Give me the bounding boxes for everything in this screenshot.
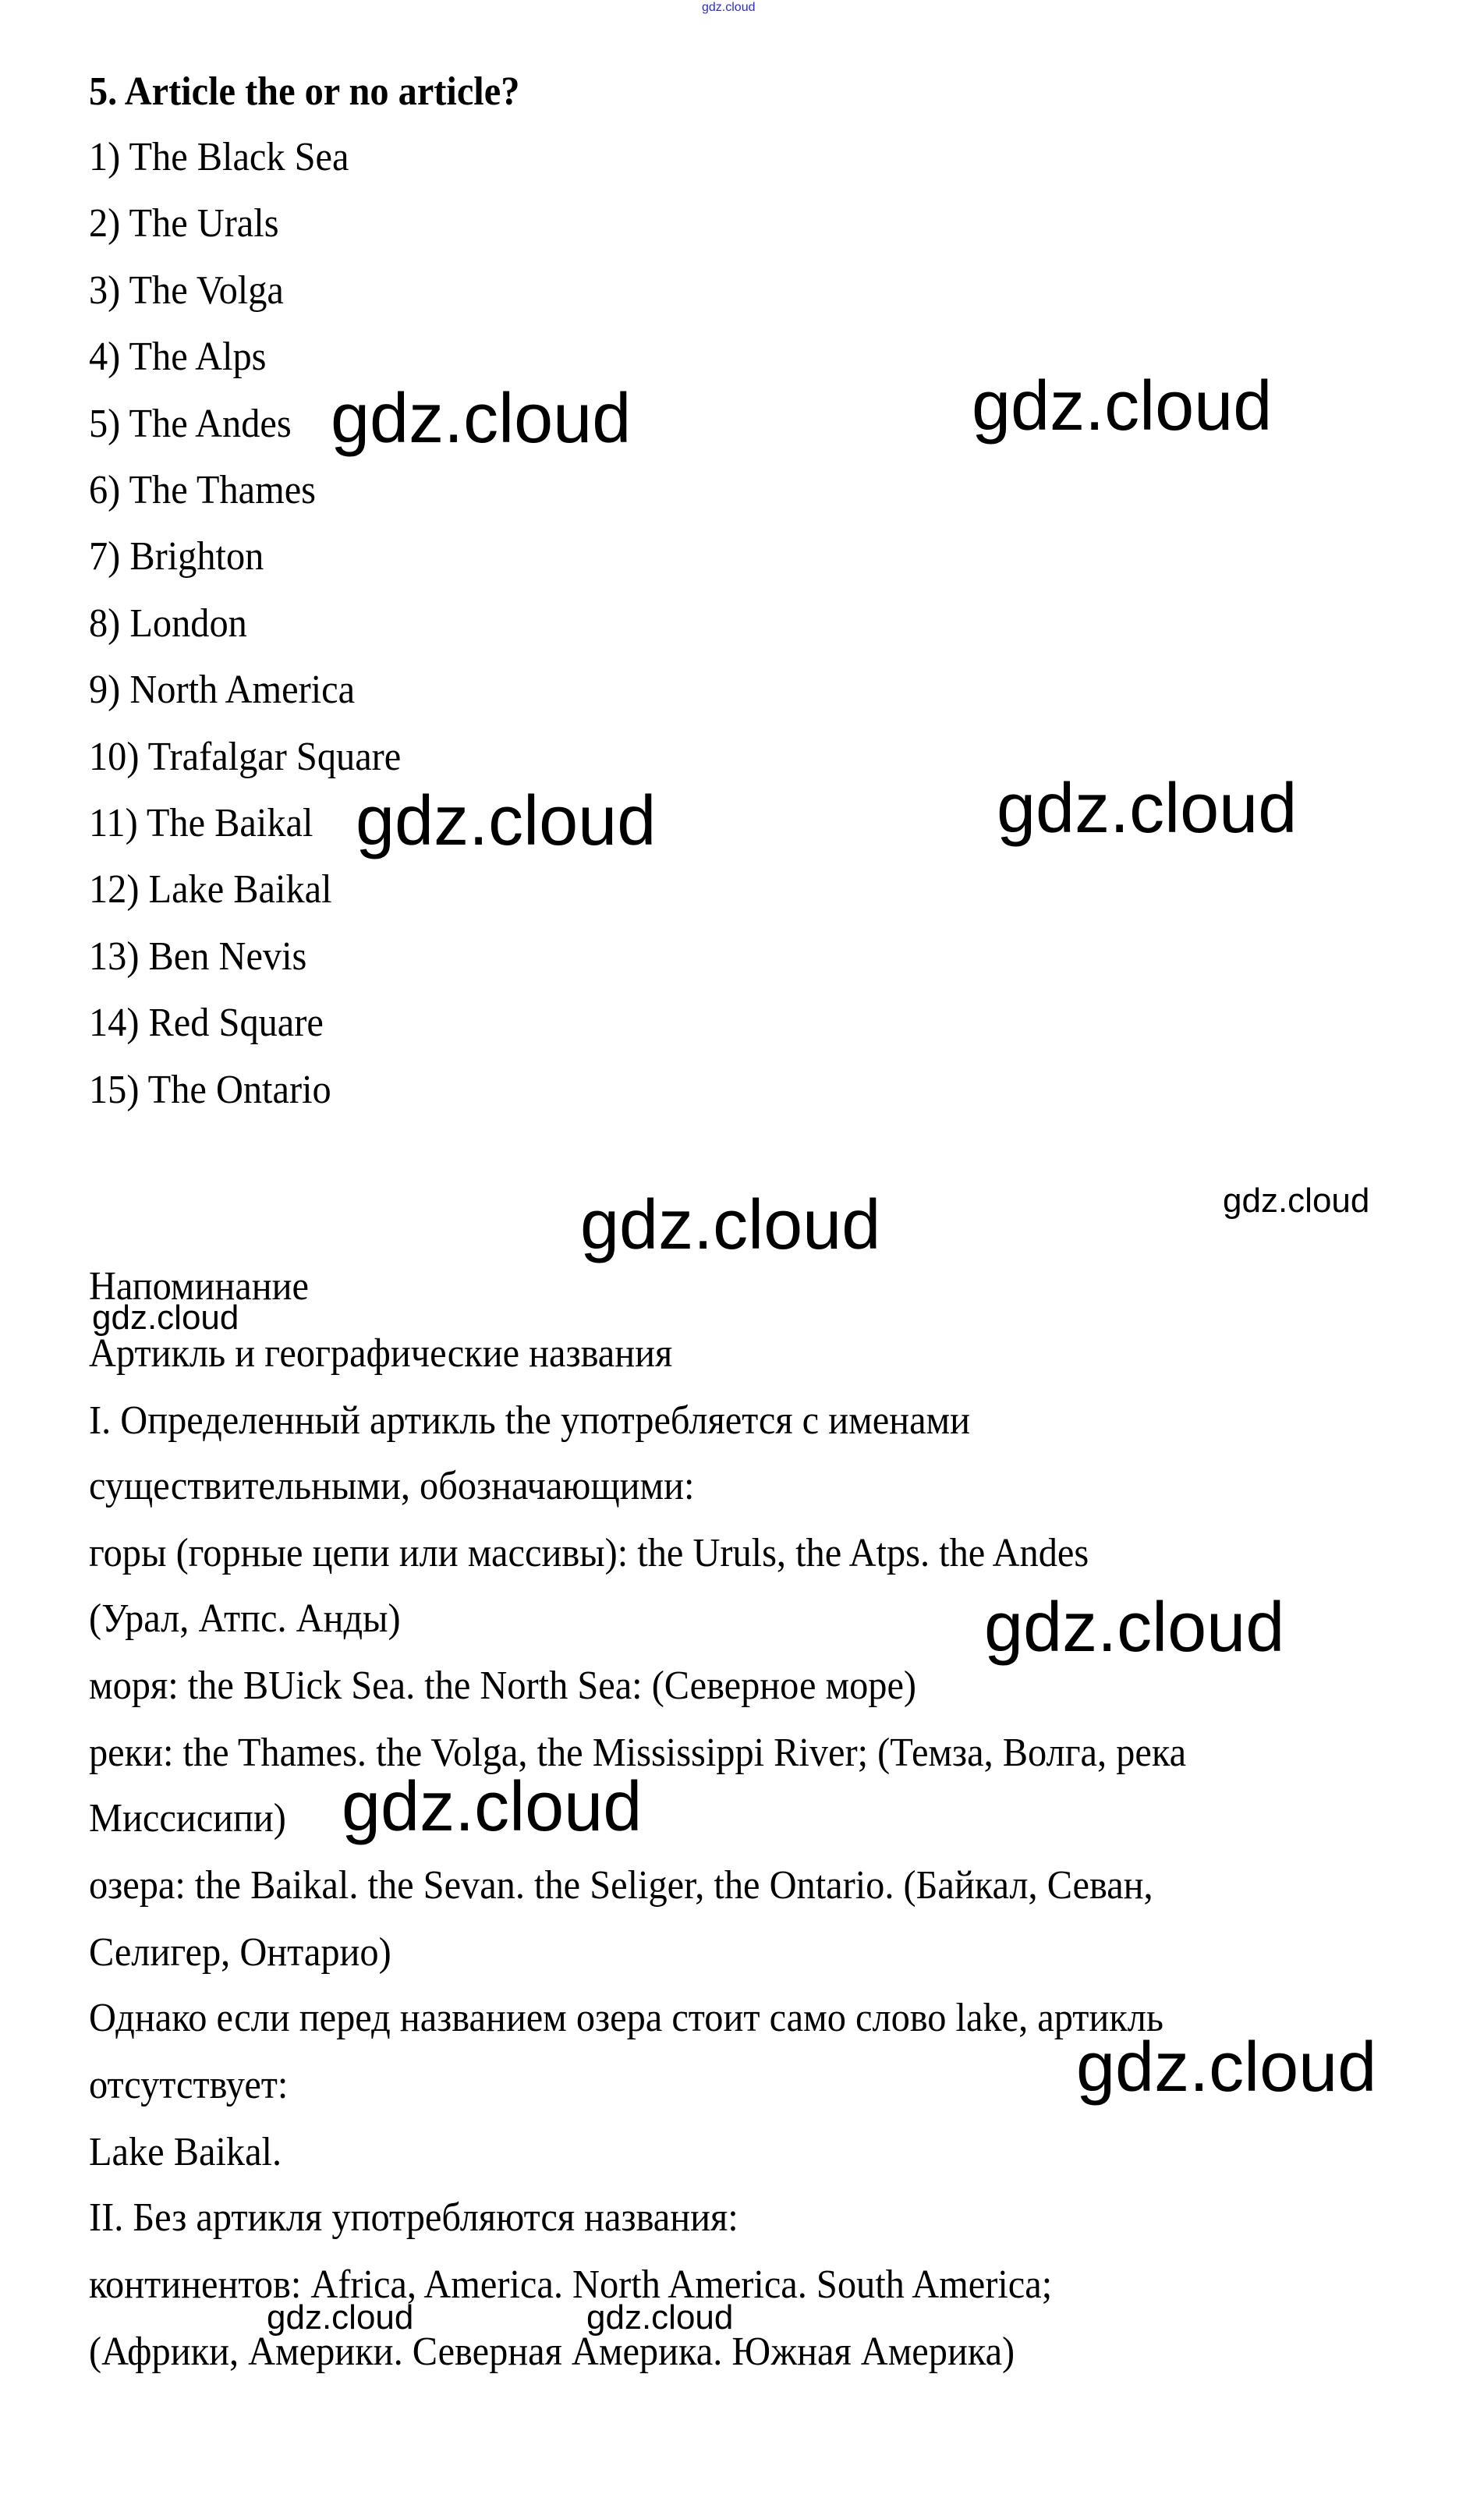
watermark: gdz.cloud — [984, 1589, 1285, 1667]
answer-item: 14) Red Square — [89, 1001, 324, 1046]
answer-item: 15) The Ontario — [89, 1067, 331, 1112]
watermark: gdz.cloud — [586, 2298, 734, 2337]
reminder-line: отсутствует: — [89, 2063, 289, 2107]
reminder-line: моря: the BUick Sea. the North Sea: (Северное море) — [89, 1664, 917, 1708]
watermark: gdz.cloud — [1076, 2029, 1377, 2106]
watermark: gdz.cloud — [580, 1186, 881, 1264]
watermark: gdz.cloud — [331, 380, 632, 458]
answer-item: 8) London — [89, 601, 247, 646]
reminder-line: II. Без артикля употребляются названия: — [89, 2195, 738, 2240]
watermark: gdz.cloud — [997, 770, 1298, 848]
watermark-top: gdz.cloud — [702, 1, 756, 14]
reminder-line: Однако если перед названием озера стоит само слово lake, артикль — [89, 1996, 1163, 2040]
reminder-line: Артикль и географические названия — [89, 1331, 673, 1376]
reminder-line: озера: the Baikal. the Sevan. the Seliger, the Ontario. (Байкал, Севан, — [89, 1863, 1153, 1908]
reminder-line: континентов: Africa, America. North America. South America; — [89, 2262, 1053, 2307]
reminder-line: Миссисипи) — [89, 1796, 286, 1841]
reminder-line: (Африки, Америки. Северная Америка. Южная Америка) — [89, 2330, 1015, 2374]
watermark: gdz.cloud — [972, 367, 1273, 445]
answer-item: 10) Trafalgar Square — [89, 734, 402, 779]
reminder-line: существительными, обозначающими: — [89, 1464, 695, 1508]
answer-item: 5) The Andes — [89, 401, 292, 446]
answer-item: 13) Ben Nevis — [89, 934, 307, 979]
reminder-line: (Урал, Атпс. Анды) — [89, 1596, 401, 1641]
answer-item: 2) The Urals — [89, 201, 279, 246]
reminder-line: Селигер, Онтарио) — [89, 1930, 391, 1975]
exercise-title: 5. Article the or no article? — [89, 69, 520, 114]
answer-item: 3) The Volga — [89, 268, 284, 313]
answer-item: 1) The Black Sea — [89, 135, 349, 179]
reminder-line: реки: the Thames. the Volga, the Mississippi River; (Темза, Волга, река — [89, 1731, 1187, 1775]
watermark: gdz.cloud — [342, 1768, 643, 1846]
reminder-heading: Напоминание — [89, 1264, 309, 1309]
answer-item: 6) The Thames — [89, 468, 316, 512]
answer-item: 7) Brighton — [89, 534, 264, 579]
watermark: gdz.cloud — [267, 2298, 414, 2337]
reminder-line: горы (горные цепи или массивы): the Uruls, the Atps. the Andes — [89, 1531, 1089, 1575]
reminder-line: I. Определенный артикль the употребляется с именами — [89, 1398, 971, 1443]
answer-item: 11) The Baikal — [89, 801, 313, 845]
reminder-line: Lake Baikal. — [89, 2130, 282, 2174]
watermark: gdz.cloud — [1223, 1182, 1370, 1220]
answer-item: 9) North America — [89, 668, 356, 713]
answer-item: 4) The Alps — [89, 335, 267, 380]
watermark: gdz.cloud — [92, 1299, 239, 1337]
watermark: gdz.cloud — [356, 782, 657, 860]
answer-item: 12) Lake Baikal — [89, 867, 332, 912]
